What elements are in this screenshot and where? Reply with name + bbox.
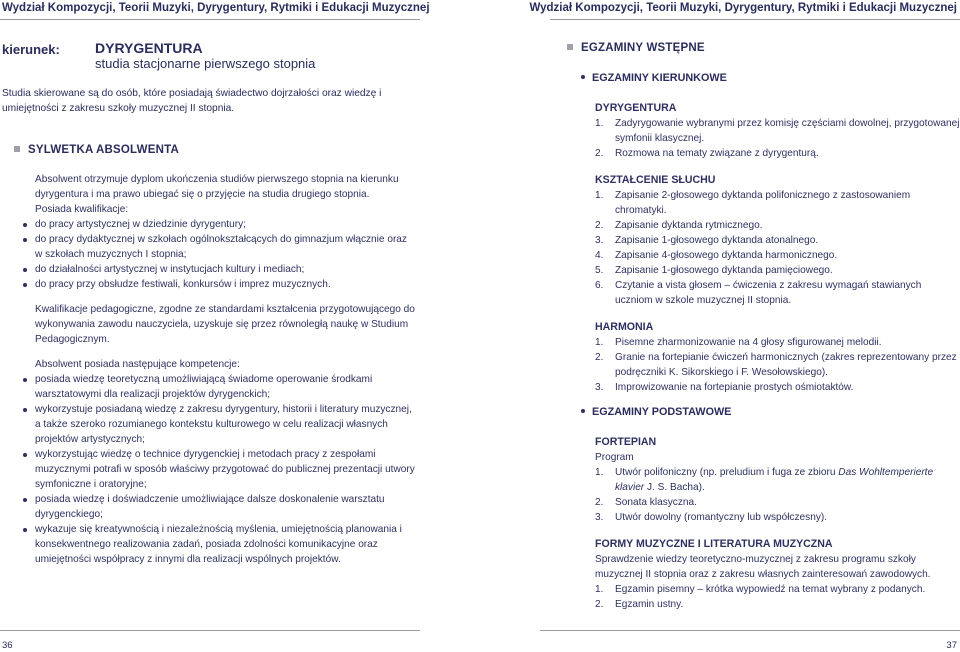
- list-item: 3. Improwizowanie na fortepianie prostych ośmiotaktów.: [595, 382, 854, 393]
- list-item: do pracy artystycznej w dziedzinie dyrygentury;: [23, 217, 415, 232]
- paragraph-diploma: Absolwent otrzymuje dyplom ukończenia studiów pierwszego stopnia na kierunku dyrygentura i ma prawo ubiegać się o przyjęcie na studia drugiego stopnia.: [35, 174, 399, 200]
- footer-rule-right: [540, 630, 960, 631]
- list-item: 1. Utwór polifoniczny (np. preludium i fuga ze zbioru Das Wohltemperierte klavier J. S. Bacha).: [595, 467, 934, 493]
- section-heading-egzaminy: [567, 42, 705, 54]
- footer-rule-left: [0, 630, 420, 631]
- kierunkowe-body: [595, 101, 960, 395]
- spacer: [595, 525, 960, 537]
- kierunek-label: kierunek:: [2, 42, 60, 57]
- spacer: [35, 347, 415, 357]
- paragraph-qualifications-lead: Posiada kwalifikacje:: [35, 204, 129, 215]
- list-item: 2. Sonata klasyczna.: [595, 497, 697, 508]
- fortepian-list: [595, 465, 960, 525]
- kierunek-title: DYRYGENTURA: [95, 40, 203, 56]
- competences-list: [35, 372, 415, 567]
- list-item: 2. Zapisanie dyktanda rytmicznego.: [595, 220, 763, 231]
- header-rule-left: [0, 19, 420, 20]
- list-item: 1. Zadyrygowanie wybranymi przez komisję częściami dowolnej, przygotowanej symfonii klasycznej.: [595, 118, 960, 144]
- right-page: [480, 0, 960, 652]
- list-item: posiada wiedzę teoretyczną umożliwiającą świadome operowanie środkami warsztatowymi dla realizacji projektów dyrygenckich;: [23, 372, 415, 402]
- list-item: 5. Zapisanie 1-głosowego dyktanda pamięciowego.: [595, 265, 833, 276]
- spacer: [35, 292, 415, 302]
- subheading-dyrygentura: DYRYGENTURA: [595, 102, 677, 114]
- list-item: 3. Utwór dowolny (romantyczny lub współczesny).: [595, 512, 828, 523]
- list-item: 2. Granie na fortepianie ćwiczeń harmonicznych (zakres reprezentowany przez podręczniki K. Sikorskiego i F. Wesołowskiego).: [595, 352, 957, 378]
- list-item: do działalności artystycznej w instytucjach kultury i mediach;: [23, 262, 415, 277]
- list-item: 1. Zapisanie 2-głosowego dyktanda polifonicznego z zastosowaniem chromatyki.: [595, 190, 911, 216]
- sylwetka-body: [35, 172, 415, 567]
- spacer: [595, 161, 960, 173]
- fortepian-program-label: Program: [595, 452, 634, 463]
- heading-kierunkowe: [581, 72, 727, 84]
- list-item: 1. Pisemne zharmonizowanie na 4 głosy sfigurowanej melodii.: [595, 337, 882, 348]
- qualifications-list: [35, 217, 415, 292]
- subheading-fortepian: FORTEPIAN: [595, 436, 657, 448]
- list-item: 3. Zapisanie 1-głosowego dyktanda atonalnego.: [595, 235, 819, 246]
- running-header-right: Wydział Kompozycji, Teorii Muzyki, Dyrygentury, Rytmiki i Edukacji Muzycznej: [529, 2, 957, 14]
- ksztalcenie-list: [595, 188, 960, 308]
- subheading-ksztalcenie: KSZTAŁCENIE SŁUCHU: [595, 174, 716, 186]
- kierunkowe-title: EGZAMINY KIERUNKOWE: [592, 72, 727, 84]
- page-number-left: 36: [2, 640, 13, 651]
- intro-paragraph: Studia skierowane są do osób, które posiadają świadectwo dojrzałości oraz wiedzę i umiejętności z zakresu szkoły muzycznej II stopnia.: [2, 88, 382, 114]
- section-title-sylwetka: SYLWETKA ABSOLWENTA: [28, 144, 179, 156]
- square-bullet-icon: [567, 44, 573, 50]
- bullet-icon: [581, 409, 585, 413]
- subheading-formy: FORMY MUZYCZNE I LITERATURA MUZYCZNA: [595, 538, 833, 550]
- running-header-left: Wydział Kompozycji, Teorii Muzyki, Dyrygentury, Rytmiki i Edukacji Muzycznej: [2, 2, 430, 14]
- dyrygentura-list: [595, 116, 960, 161]
- formy-list: [595, 582, 960, 612]
- list-item: posiada wiedzę i doświadczenie umożliwiające dalsze doskonalenie warsztatu dyrygenckiego;: [23, 492, 415, 522]
- subheading-harmonia: HARMONIA: [595, 321, 654, 333]
- formy-intro: Sprawdzenie wiedzy teoretyczno-muzycznej z zakresu programu szkoły muzycznej II stopnia oraz z zakresu własnych zainteresowań zawodowych.: [595, 554, 931, 580]
- section-heading-sylwetka: [14, 144, 179, 156]
- spacer: [595, 308, 960, 320]
- list-item: do pracy dydaktycznej w szkołach ogólnokształcących do gimnazjum włącznie oraz w szkołach muzycznych I stopnia;: [23, 232, 415, 262]
- list-item: 4. Zapisanie 4-głosowego dyktanda harmonicznego.: [595, 250, 838, 261]
- paragraph-competences-lead: Absolwent posiada następujące kompetencje:: [35, 359, 240, 370]
- podstawowe-body: [595, 435, 960, 612]
- list-item: wykorzystuje posiadaną wiedzę z zakresu dyrygentury, historii i literatury muzycznej, a także szeroko rozumianego kontekstu kulturowego w celu realizacji własnych projektów artystycznych;: [23, 402, 415, 447]
- list-item: 2. Egzamin ustny.: [595, 599, 684, 610]
- list-item: do pracy przy obsłudze festiwali, konkursów i imprez muzycznych.: [23, 277, 415, 292]
- list-item: wykorzystując wiedzę o technice dyrygenckiej i metodach pracy z zespołami muzycznymi potrafi w sposób właściwy przygotować do publicznej prezentacji utwory symfoniczne i oratoryjne;: [23, 447, 415, 492]
- list-item: 1. Egzamin pisemny – krótka wypowiedź na temat wybrany z podanych.: [595, 584, 926, 595]
- kierunek-subtitle: studia stacjonarne pierwszego stopnia: [95, 56, 316, 71]
- list-item: 2. Rozmowa na tematy związane z dyrygenturą.: [595, 148, 819, 159]
- list-item: wykazuje się kreatywnością i niezależnością myślenia, umiejętnością planowania i konsekwentnego realizowania zadań, posiada zdolności komunikacyjne oraz umiejętności współpracy z innymi dla realizacji wspólnych projektów.: [23, 522, 415, 567]
- page-number-right: 37: [946, 640, 957, 651]
- bullet-icon: [581, 75, 585, 79]
- header-rule-right: [550, 19, 960, 20]
- harmonia-list: [595, 335, 960, 395]
- square-bullet-icon: [14, 146, 20, 152]
- heading-podstawowe: [581, 406, 731, 418]
- podstawowe-title: EGZAMINY PODSTAWOWE: [592, 406, 732, 418]
- list-item: 6. Czytanie a vista głosem – ćwiczenia z zakresu wymagań stawianych uczniom w szkole muzycznej II stopnia.: [595, 280, 922, 306]
- paragraph-pedagogical: Kwalifikacje pedagogiczne, zgodne ze standardami kształcenia przygotowującego do wykonywania zawodu nauczyciela, uzyskuje się przez równoległą naukę w Studium Pedagogicznym.: [35, 304, 415, 345]
- section-title-egzaminy: EGZAMINY WSTĘPNE: [581, 42, 705, 54]
